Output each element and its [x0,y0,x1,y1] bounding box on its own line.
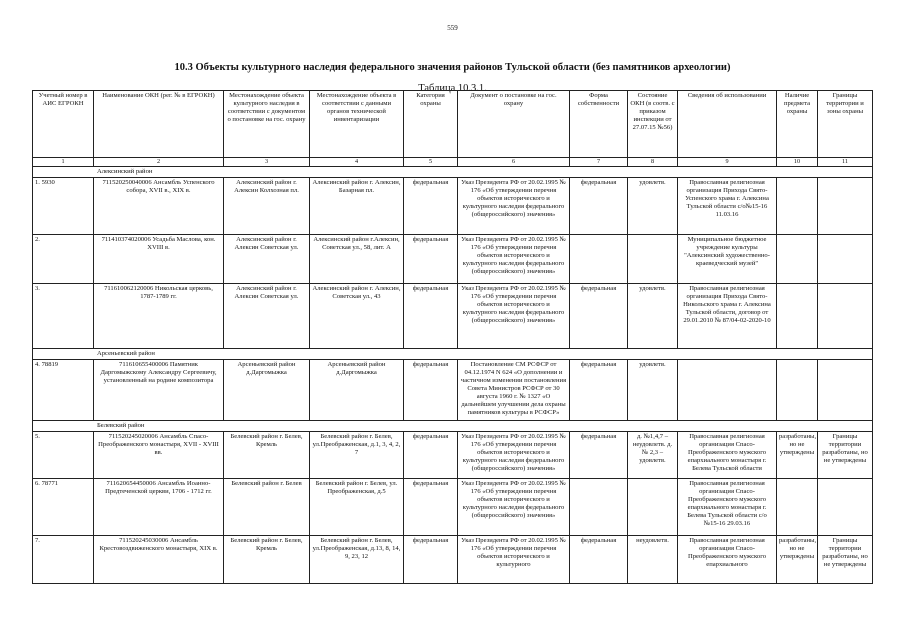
region-heading: Арсеньевский район [33,348,873,359]
row-number: 6. [35,479,40,487]
row-number-cell [33,478,94,535]
column-number: 5 [404,158,458,167]
protection-document: Указ Президента РФ от 20.02.1995 № 176 «Об утверждении перечня объектов исторического и культурного наследия федерального (общероссийского) значения» [458,431,570,478]
row-number: 7. [35,536,40,544]
usage-info: Православная религиозная организация Прихода Свято-Успенского храма г. Алексина Тульской области с/о№15-16 11.03.16 [678,177,777,234]
protection-subject: разработаны, но не утверждены [777,431,818,478]
protection-category: федеральная [404,431,458,478]
table-row [33,431,873,478]
ownership [570,478,628,535]
protection-subject [777,283,818,348]
table-row [33,177,873,234]
header-cell: Наименование ОКН (рег. № в ЕГРОКН) [94,91,224,158]
column-number: 7 [570,158,628,167]
header-cell: Форма собственности [570,91,628,158]
territory-bounds [818,177,873,234]
ownership: федеральная [570,283,628,348]
protection-document: Постановление СМ РСФСР от 04.12.1974 N 624 «О дополнении и частичном изменении постановления Совета Министров РСФСР от 30 августа 1960 г. № 1327 «О дальнейшем улучшении дела охраны памятников культуры в РСФСР» [458,359,570,420]
header-cell: Местонахождение объекта культурного наследия в соответствии с документом о постановке на гос. охрану [224,91,310,158]
header-cell: Местонахождение объекта в соответствии с данными органов технической инвентаризации [310,91,404,158]
protection-category: федеральная [404,535,458,583]
column-number: 6 [458,158,570,167]
table-row [33,535,873,583]
region-row [33,348,873,359]
condition: удовлетв. [628,359,678,420]
location-document: Алексинский район г. Алексин Колхозная пл. [224,177,310,234]
location-document: Белевский район г. Белев, Кремль [224,535,310,583]
column-number: 9 [678,158,777,167]
ownership: федеральная [570,431,628,478]
location-inventory: Белевский район г. Белев, ул.Преображенская, д.1, 3, 4, 2, 7 [310,431,404,478]
header-cell: Категория охраны [404,91,458,158]
column-number: 8 [628,158,678,167]
protection-document: Указ Президента РФ от 20.02.1995 № 176 «Об утверждении перечня объектов исторического и культурного наследия федерального (общероссийского) значения» [458,283,570,348]
column-number: 11 [818,158,873,167]
protection-category: федеральная [404,283,458,348]
location-document: Алексинский район г. Алексин Советская ул. [224,283,310,348]
protection-subject [777,359,818,420]
registry-id: 78771 [41,479,59,487]
condition [628,478,678,535]
region-row [33,420,873,431]
header-cell: Учетный номер в АИС ЕГРОКН [33,91,94,158]
condition: удовлетв. [628,283,678,348]
protection-subject [777,234,818,283]
protection-category: федеральная [404,177,458,234]
protection-subject [777,177,818,234]
header-cell: Состояние ОКН (в соотв. с приказом инспекции от 27.07.15 №56) [628,91,678,158]
ownership: федеральная [570,177,628,234]
registry-id: 5930 [41,178,55,186]
object-name: 711520245030006 Ансамбль Крестовоздвиженского монастыря, XIX в. [94,535,224,583]
row-number-cell [33,535,94,583]
protection-document: Указ Президента РФ от 20.02.1995 № 176 «Об утверждении перечня объектов исторического и культурного наследия федерального (общероссийского) значения» [458,177,570,234]
row-number: 4. [35,360,40,368]
row-number: 2. [35,235,40,243]
protection-document: Указ Президента РФ от 20.02.1995 № 176 «Об утверждении перечня объектов исторического и культурного [458,535,570,583]
ownership: федеральная [570,535,628,583]
protection-category: федеральная [404,359,458,420]
location-document: Арсеньевский район д.Даргомыжка [224,359,310,420]
protection-document: Указ Президента РФ от 20.02.1995 № 176 «Об утверждении перечня объектов исторического и культурного наследия федерального (общероссийского) значения» [458,234,570,283]
object-name: 711410374020006 Усадьба Маслова, кон. XVIII в. [94,234,224,283]
region-heading: Белевский район [33,420,873,431]
territory-bounds [818,478,873,535]
protection-category: федеральная [404,234,458,283]
protection-category: федеральная [404,478,458,535]
region-row [33,166,873,177]
table-row [33,478,873,535]
location-inventory: Белевский район г. Белев, ул. Преображенская, д.5 [310,478,404,535]
table-row [33,359,873,420]
object-name: 711610062120006 Никольская церковь, 1787-1789 гг. [94,283,224,348]
table-caption: Таблица 10.3.1. [418,83,487,94]
protection-subject [777,478,818,535]
table-row [33,283,873,348]
location-document: Белевский район г. Белев [224,478,310,535]
page-title: 10.3 Объекты культурного наследия федерального значения районов Тульской области (без памятников археологии) [174,62,731,73]
condition: удовлетв. [628,177,678,234]
condition [628,234,678,283]
usage-info: Православная религиозная организация Спасо-Преображенского мужского епархиального монастыря г. Белева Тульской области [678,431,777,478]
column-number: 4 [310,158,404,167]
territory-bounds [818,234,873,283]
usage-info [678,359,777,420]
row-number-cell [33,359,94,420]
location-document: Белевский район г. Белев, Кремль [224,431,310,478]
location-inventory: Алексинский район г.Алексин, Советская ул., 58, лит. А [310,234,404,283]
usage-info: Православная религиозная организация Спасо-Преображенского мужского епархиального [678,535,777,583]
usage-info: Православная религиозная организация Прихода Свято-Никольского храма г. Алексина Тульской области, договор от 29.01.2010 № 87/04-02-2020-10 [678,283,777,348]
location-inventory: Алексинский район г. Алексин, Советская ул., 43 [310,283,404,348]
row-number-cell [33,177,94,234]
column-number: 3 [224,158,310,167]
object-name: 711620654450006 Ансамбль Иоанно-Предтеченской церкви, 1706 - 1712 гг. [94,478,224,535]
location-inventory: Арсеньевский район д.Даргомыжка [310,359,404,420]
ownership: федеральная [570,359,628,420]
usage-info: Православная религиозная организация Спасо-Преображенского мужского епархиального монастыря г. Белева Тульской области с/о №15-16 29.03.16 [678,478,777,535]
registry-id: 78819 [41,360,59,368]
territory-bounds [818,283,873,348]
header-row [33,91,873,158]
territory-bounds: Границы территории разработаны, но не утверждены [818,431,873,478]
region-heading: Алексинский район [33,166,873,177]
column-number-row [33,158,873,167]
column-number: 10 [777,158,818,167]
row-number: 1. [35,178,40,186]
territory-bounds [818,359,873,420]
page-number: 559 [447,24,458,32]
usage-info: Муниципальное бюджетное учреждение культуры "Алексинский художественно-краеведческий музей" [678,234,777,283]
row-number: 5. [35,432,40,440]
location-inventory: Белевский район г. Белев, ул.Преображенская, д.13, 8, 14, 9, 23, 12 [310,535,404,583]
column-number: 1 [33,158,94,167]
header-cell: Наличие предмета охраны [777,91,818,158]
table-row [33,234,873,283]
location-document: Алексинский район г. Алексин Советская ул. [224,234,310,283]
protection-document: Указ Президента РФ от 20.02.1995 № 176 «Об утверждении перечня объектов исторического и культурного наследия федерального (общероссийского) значения» [458,478,570,535]
condition: д. №1,4,7 – неудовлетв. д. № 2,3 – удовлетв. [628,431,678,478]
header-cell: Границы территории и зоны охраны [818,91,873,158]
row-number-cell [33,431,94,478]
row-number-cell [33,283,94,348]
column-number: 2 [94,158,224,167]
object-name: 711520250040006 Ансамбль Успенского собора, XVII в., XIX в. [94,177,224,234]
row-number-cell [33,234,94,283]
ownership [570,234,628,283]
condition: неудовлетв. [628,535,678,583]
location-inventory: Алексинский район г. Алексин, Базарная пл. [310,177,404,234]
row-number: 3. [35,284,40,292]
protection-subject: разработаны, но не утверждены [777,535,818,583]
object-name: 711520245020006 Ансамбль Спасо-Преображенского монастыря, XVII - XVIII вв. [94,431,224,478]
territory-bounds: Границы территории разработаны, но не утверждены [818,535,873,583]
header-cell: Документ о постановке на гос. охрану [458,91,570,158]
heritage-table [32,90,873,584]
header-cell: Сведения об использовании [678,91,777,158]
object-name: 711610655400006 Памятник Даргомыжскому Александру Сергеевичу, установленный на родине композитора [94,359,224,420]
